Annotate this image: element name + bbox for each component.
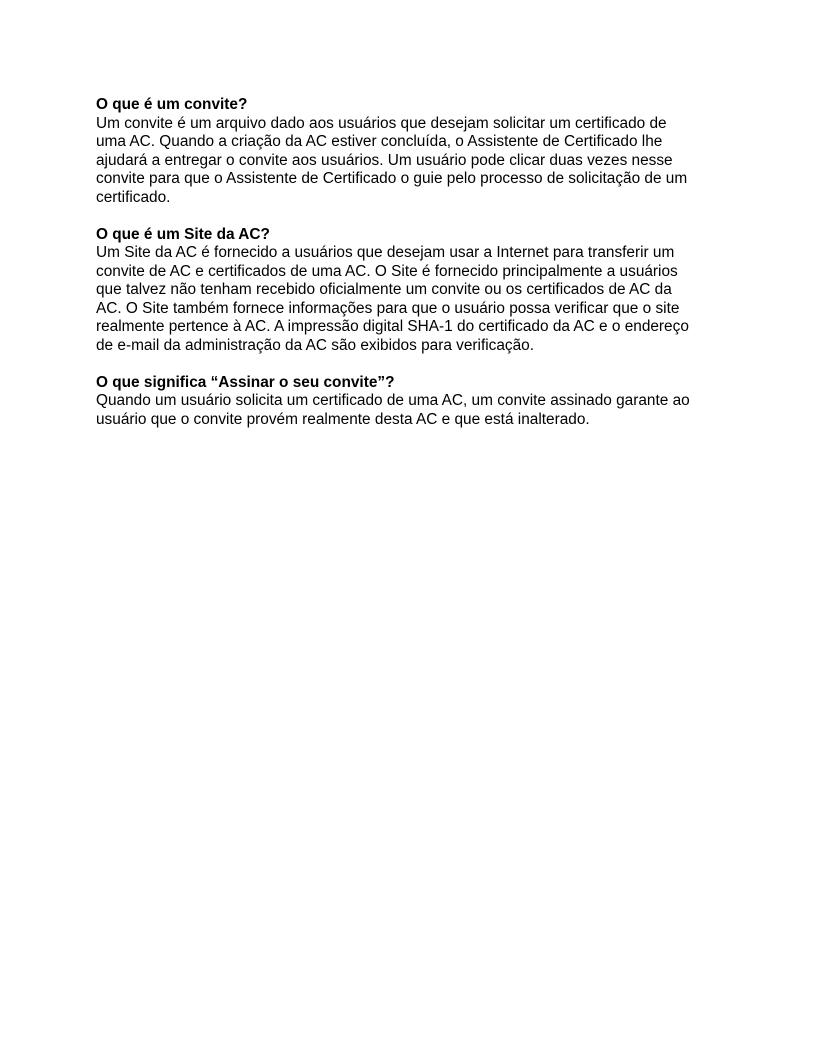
section-heading: O que é um convite? — [96, 96, 248, 113]
paragraph-line: certificado. — [96, 188, 171, 206]
paragraph-line: Um Site da AC é fornecido a usuários que desejam usar a Internet para transferir um — [96, 244, 675, 261]
section-what-is-invitation — [96, 96, 726, 207]
paragraph-line: uma AC. Quando a criação da AC estiver concluída, o Assistente de Certificado lhe — [96, 133, 663, 150]
paragraph-line: convite de AC e certificados de uma AC. O Site é fornecido principalmente a usuários — [96, 262, 678, 280]
section-sign-invitation — [96, 374, 726, 430]
paragraph-line: que talvez não tenham recebido oficialmente um convite ou os certificados de AC da — [96, 281, 672, 298]
paragraph-line: usuário que o convite provém realmente desta AC e que está inalterado. — [96, 410, 590, 428]
paragraph-line: ajudará a entregar o convite aos usuários. Um usuário pode clicar duas vezes nesse — [96, 151, 673, 169]
section-heading: O que é um Site da AC? — [96, 225, 270, 243]
section-heading: O que significa “Assinar o seu convite”? — [96, 373, 395, 391]
paragraph-line: convite para que o Assistente de Certificado o guie pelo processo de solicitação de um — [96, 170, 688, 187]
paragraph-line: realmente pertence à AC. A impressão digital SHA-1 do certificado da AC e o endereço — [96, 318, 689, 335]
paragraph-line: Quando um usuário solicita um certificado de uma AC, um convite assinado garante ao — [96, 392, 690, 409]
paragraph-line: de e-mail da administração da AC são exibidos para verificação. — [96, 336, 535, 354]
document-page — [96, 96, 726, 448]
section-what-is-ca-site — [96, 226, 726, 356]
paragraph-line: AC. O Site também fornece informações para que o usuário possa verificar que o site — [96, 299, 680, 317]
paragraph-line: Um convite é um arquivo dado aos usuários que desejam solicitar um certificado de — [96, 114, 667, 132]
